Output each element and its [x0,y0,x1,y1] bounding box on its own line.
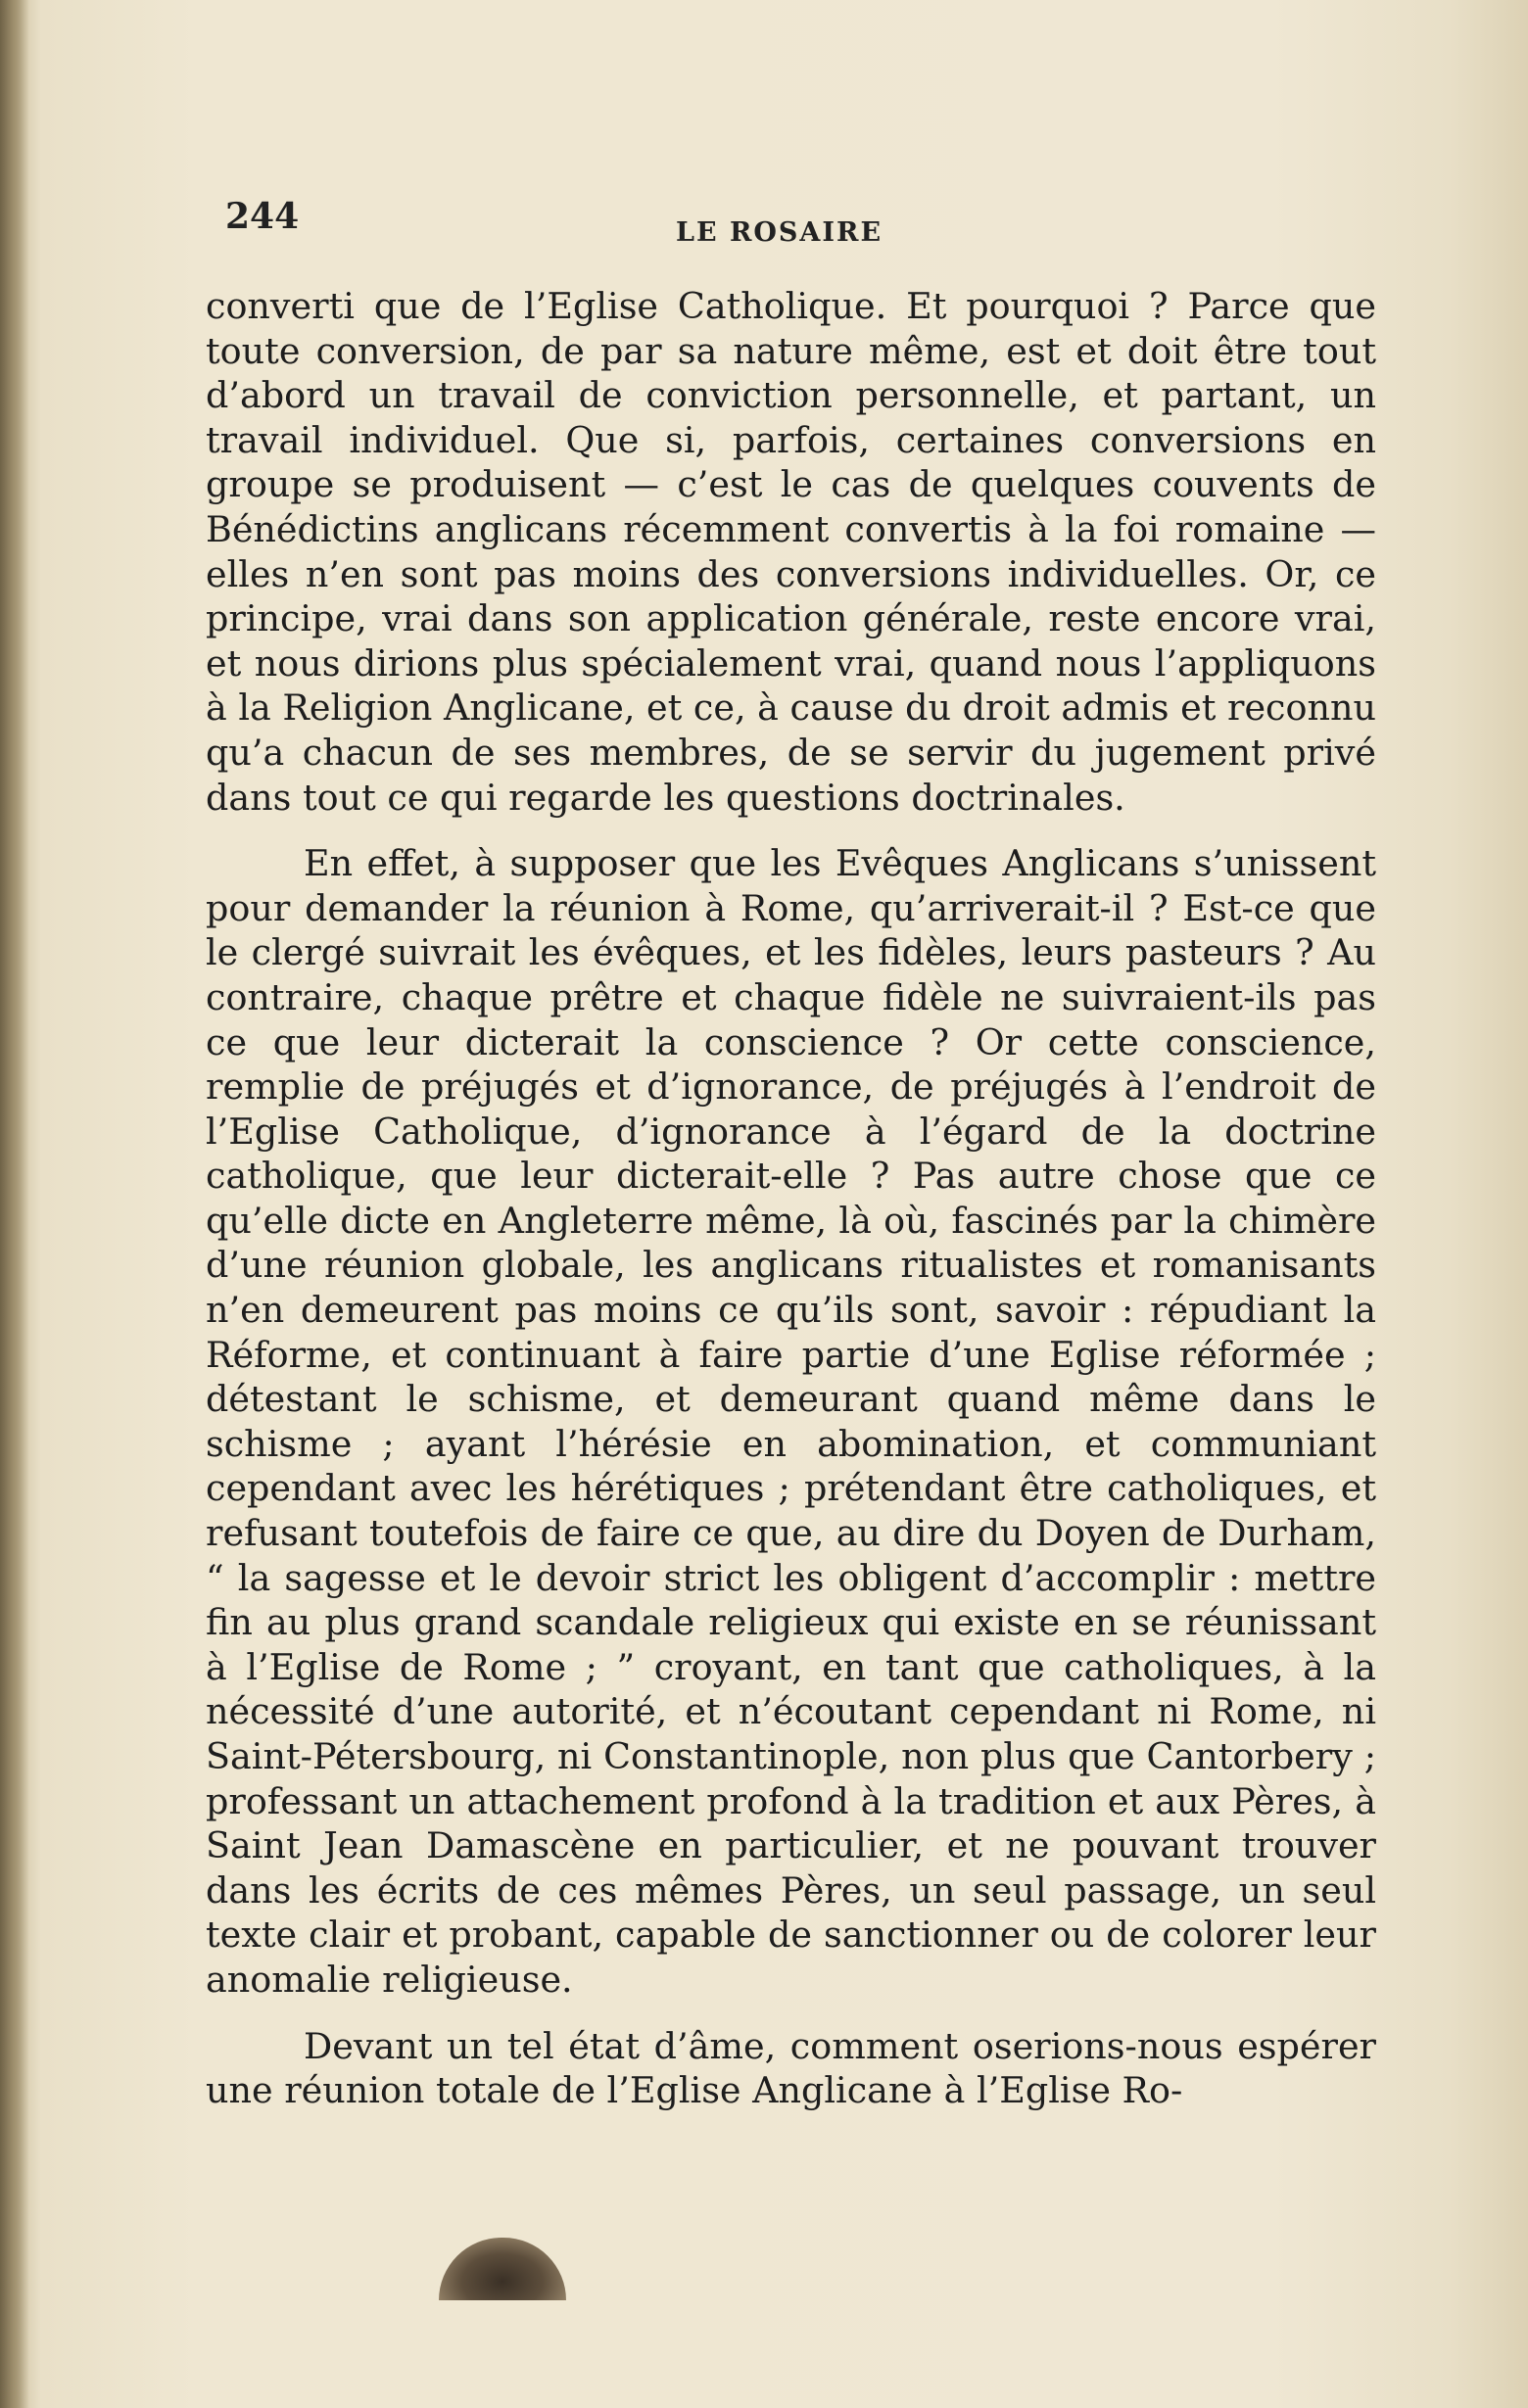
running-title: LE ROSAIRE [676,217,883,248]
paragraph: Devant un tel état d’âme, comment oserions-nous espérer une réunion totale de l’Eglise Anglicane à l’Eglise Ro- [206,2024,1376,2112]
paragraph: converti que de l’Eglise Catholique. Et pourquoi ? Parce que toute conversion, de par sa nature même, est et doit être tout d’abord un travail de conviction personnelle, et partant, un travail individuel. Que si, parfois, certaines conversions en groupe se produisent — c’est le cas de quelques couvents de Bénédictins anglicans récemment convertis à la foi romaine — elles n’en sont pas moins des conversions individuelles. Or, ce principe, vrai dans son application générale, reste encore vrai, et nous dirions plus spécialement vrai, quand nous l’appliquons à la Religion Anglicane, et ce, à cause du droit admis et reconnu qu’a chacun de ses membres, de se servir du jugement privé dans tout ce qui regarde les questions doctrinales. [206,285,1376,819]
running-head [225,196,1381,255]
thumb-shadow [439,2238,566,2300]
paragraph: En effet, à supposer que les Evêques Anglicans s’unissent pour demander la réunion à Rome, qu’arriverait-il ? Est-ce que le clergé suivrait les évêques, et les fidèles, leurs pasteurs ? Au contraire, chaque prêtre et chaque fidèle ne suivraient-ils pas ce que leur dicterait la conscience ? Or cette conscience, remplie de préjugés et d’ignorance, de préjugés à l’endroit de l’Eglise Catholique, d’ignorance à l’égard de la doctrine catholique, que leur dicterait-elle ? Pas autre chose que ce qu’elle dicte en Angleterre même, là où, fascinés par la chimère d’une réunion globale, les anglicans ritualistes et romanisants n’en demeurent pas moins ce qu’ils sont, savoir : répudiant la Réforme, et continuant à faire partie d’une Eglise réformée ; détestant le schisme, et demeurant quand même dans le schisme ; ayant l’hérésie en abomination, et communiant cependant avec les hérétiques ; prétendant être catholiques, et refusant toutefois de faire ce que, au dire du Doyen de Durham, “ la sagesse et le devoir strict les obligent d’accomplir : mettre fin au plus grand scandale religieux qui existe en se réunissant à l’Eglise de Rome ; ” croyant, en tant que catholiques, à la nécessité d’une autorité, et n’écoutant cependant ni Rome, ni Saint-Pétersbourg, ni Constantinople, non plus que Cantorbery ; professant un attachement profond à la tradition et aux Pères, à Saint Jean Damascène en particulier, et ne pouvant trouver dans les écrits de ces mêmes Pères, un seul passage, un seul texte clair et probant, capable de sanctionner ou de colorer leur anomalie religieuse. [206,842,1376,2001]
book-spine-shadow [0,0,29,2408]
page-number: 244 [225,196,300,237]
body-text [206,284,1376,2113]
